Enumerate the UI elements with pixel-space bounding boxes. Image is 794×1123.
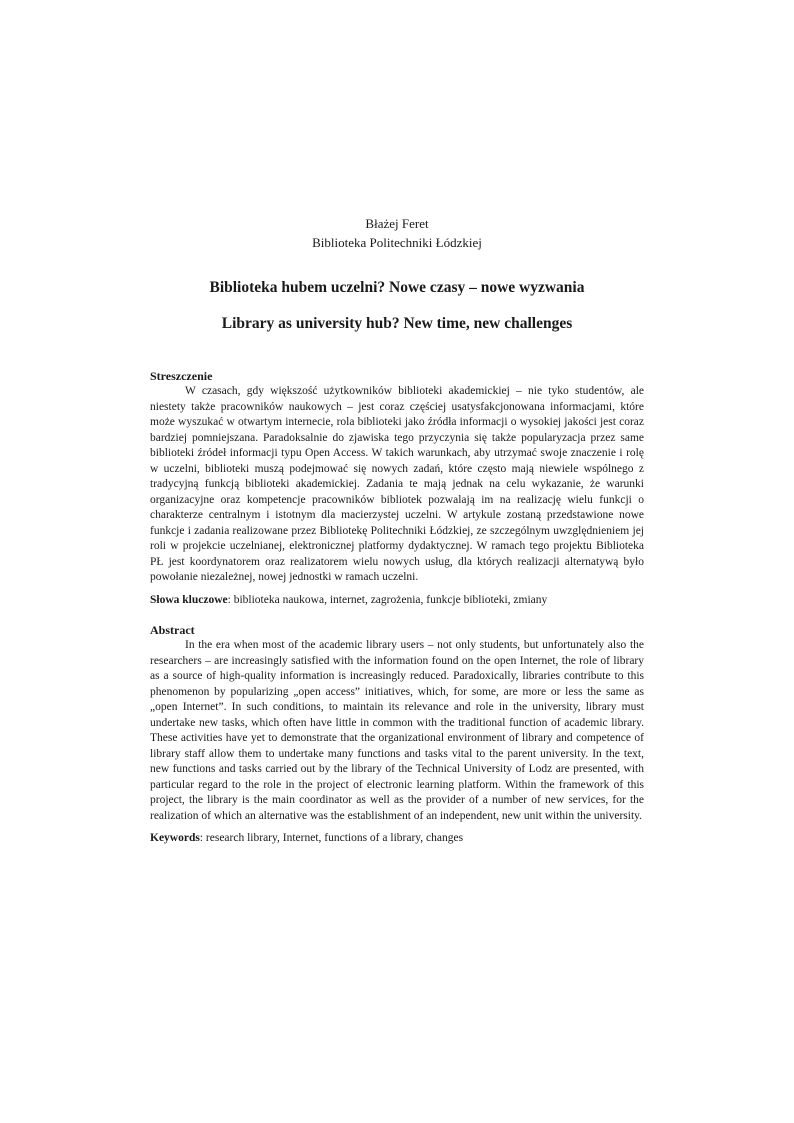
author-name: Błażej Feret	[365, 216, 429, 231]
abstract-heading: Abstract	[150, 623, 195, 637]
polish-keywords-list: biblioteka naukowa, internet, zagrożenia, funkcje biblioteki, zmiany	[233, 593, 548, 606]
english-keywords-list: research library, Internet, functions of a library, changes	[205, 832, 464, 844]
title-english: Library as university hub? New time, new challenges	[221, 315, 573, 332]
abstract-body: In the era when most of the academic library users – not only students, but unfortunately also the researchers – are increasingly satisfied with the information found on the open Internet, the role of library as a source of high-quality information is increasingly reduced. Paradoxically, libraries contribute to this phenomenon by popularizing „open access” initiatives, which, for some, are more or less the same as „open Internet”. In such conditions, to maintain its relevance and role in the university, library must undertake new tasks, which often have little in common with the traditional function of academic library. These activities have yet to demonstrate that the organizational environment of library and competence of library staff allow them to undertake many functions and tasks vital to the parent university. In the text, new functions and tasks carried out by the library of the Technical University of Lodz are presented, with particular regard to the role in the project of electronic learning platform. Within the framework of this project, the library is the main coordinator as well as the provider of a number of new services, for the realization of which an alternative was the establishment of an independent, new unit within the university.	[150, 639, 644, 822]
polish-keywords	[150, 593, 644, 609]
keywords-colon: :	[199, 832, 206, 844]
author-affiliation: Biblioteka Politechniki Łódzkiej	[312, 235, 482, 250]
polish-keywords-label: Słowa kluczowe	[150, 593, 228, 606]
english-keywords	[150, 831, 644, 847]
streszczenie-section	[150, 368, 644, 608]
paper-page	[150, 214, 644, 847]
streszczenie-heading: Streszczenie	[150, 369, 213, 383]
english-keywords-label: Keywords	[150, 832, 200, 844]
keywords-colon: :	[227, 593, 234, 606]
streszczenie-body: W czasach, gdy większość użytkowników biblioteki akademickiej – nie tyko studentów, ale niestety także pracowników naukowych – jest coraz częściej usatysfakcjonowana informacjami, które może wyszukać w otwartym internecie, rola biblioteki jako źródła informacji o wysokiej jakości jest coraz bardziej pomniejszana. Paradoksalnie do zjawiska tego przyczynia się także popularyzacja przez same biblioteki źródeł informacji typu Open Access. W takich warunkach, aby utrzymać swoje znaczenie i rolę w uczelni, biblioteki muszą podejmować się nowych zadań, które często mają niewiele wspólnego z tradycyjną funkcją biblioteki akademickiej. Zadania te mają jednak na celu wykazanie, że warunki organizacyjne oraz kompetencje pracowników bibliotek pozwalają im na realizację wielu funkcji o charakterze centralnym i istotnym dla macierzystej uczelni. W artykule zostaną przedstawione nowe funkcje i zadania realizowane przez Bibliotekę Politechniki Łódzkiej, ze szczególnym uwzględnieniem jej roli w projekcie uczelnianej, elektronicznej platformy dydaktycznej. W ramach tego projektu Biblioteka PŁ jest koordynatorem oraz realizatorem wielu nowych usług, dla których realizacji alternatywą było powołanie niezależnej, nowej jednostki w ramach uczelni.	[150, 385, 644, 583]
abstract-section	[150, 622, 644, 847]
title-polish: Biblioteka hubem uczelni? Nowe czasy – nowe wyzwania	[209, 279, 585, 296]
